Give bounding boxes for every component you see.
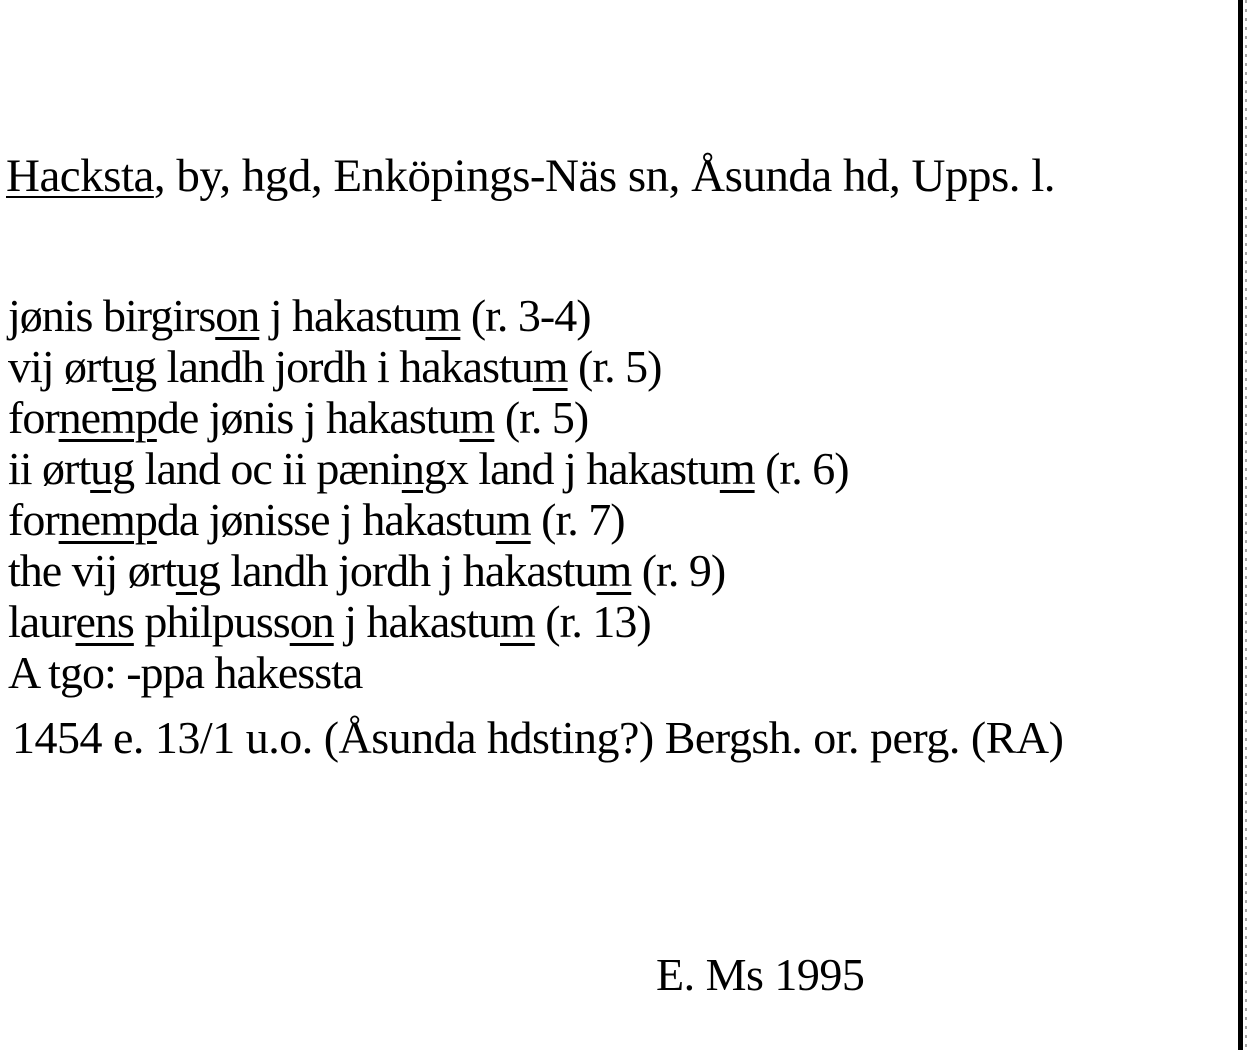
line-reference: (r. 5)	[494, 392, 589, 443]
attested-form-line	[8, 545, 849, 596]
line-reference: (r. 7)	[530, 494, 625, 545]
line-reference: (r. 3-4)	[460, 290, 591, 341]
form-text: land oc ii pæni	[134, 443, 402, 494]
expanded-abbreviation: nemp	[58, 494, 157, 545]
line-reference: (r. 9)	[631, 545, 726, 596]
form-text: de jønis j hakastu	[156, 392, 460, 443]
attested-form-line	[8, 392, 849, 443]
place-name: Hacksta	[6, 150, 154, 202]
place-description: , by, hgd, Enköpings-Näs sn, Åsunda hd, Upps. l.	[153, 150, 1056, 202]
form-text: j hakastu	[333, 596, 501, 647]
form-text: the vij ørt	[8, 545, 176, 596]
expanded-abbreviation: m	[532, 341, 568, 392]
expanded-abbreviation: ug	[90, 443, 135, 494]
attested-form-line-tgo	[8, 647, 849, 698]
form-text: ii ørt	[8, 443, 91, 494]
form-text: philpuss	[133, 596, 290, 647]
attested-form-line	[8, 341, 849, 392]
source-citation: 1454 e. 13/1 u.o. (Åsunda hdsting?) Bergsh. or. perg. (RA)	[12, 712, 1064, 763]
entry-header	[6, 148, 1055, 204]
form-text: landh jordh i hakastu	[156, 341, 533, 392]
form-text: j hakastu	[259, 290, 426, 341]
expanded-abbreviation: ug	[112, 341, 157, 392]
attested-form-line	[8, 290, 849, 341]
form-text: for	[8, 392, 59, 443]
line-reference: (r. 13)	[534, 596, 651, 647]
expanded-abbreviation: m	[500, 596, 535, 647]
line-reference: (r. 6)	[754, 443, 849, 494]
expanded-abbreviation: m	[719, 443, 755, 494]
attested-forms-list	[8, 290, 849, 698]
expanded-abbreviation: ng	[401, 443, 446, 494]
expanded-abbreviation: on	[215, 290, 260, 341]
form-text: x land j hakastu	[445, 443, 720, 494]
line-reference: (r. 5)	[567, 341, 662, 392]
form-text: da jønisse j hakastu	[156, 494, 496, 545]
card-right-edge	[1238, 0, 1243, 1050]
expanded-abbreviation: m	[596, 545, 632, 596]
attested-form-line	[8, 443, 849, 494]
expanded-abbreviation: nemp	[58, 392, 157, 443]
expanded-abbreviation: on	[289, 596, 334, 647]
signature: E. Ms 1995	[656, 949, 865, 1000]
expanded-abbreviation: m	[425, 290, 461, 341]
form-text: vij ørt	[8, 341, 113, 392]
attested-form-line	[8, 494, 849, 545]
form-text: for	[8, 494, 59, 545]
expanded-abbreviation: m	[459, 392, 495, 443]
expanded-abbreviation: ens	[75, 596, 134, 647]
attested-form-line	[8, 596, 849, 647]
form-text: A tgo: -ppa hakessta	[8, 647, 363, 698]
card-edge-shadow	[1245, 0, 1247, 1050]
form-text: laur	[8, 596, 76, 647]
expanded-abbreviation: ug	[175, 545, 220, 596]
form-text: jønis birgirs	[8, 290, 216, 341]
form-text: landh jordh j hakastu	[219, 545, 597, 596]
expanded-abbreviation: m	[495, 494, 531, 545]
